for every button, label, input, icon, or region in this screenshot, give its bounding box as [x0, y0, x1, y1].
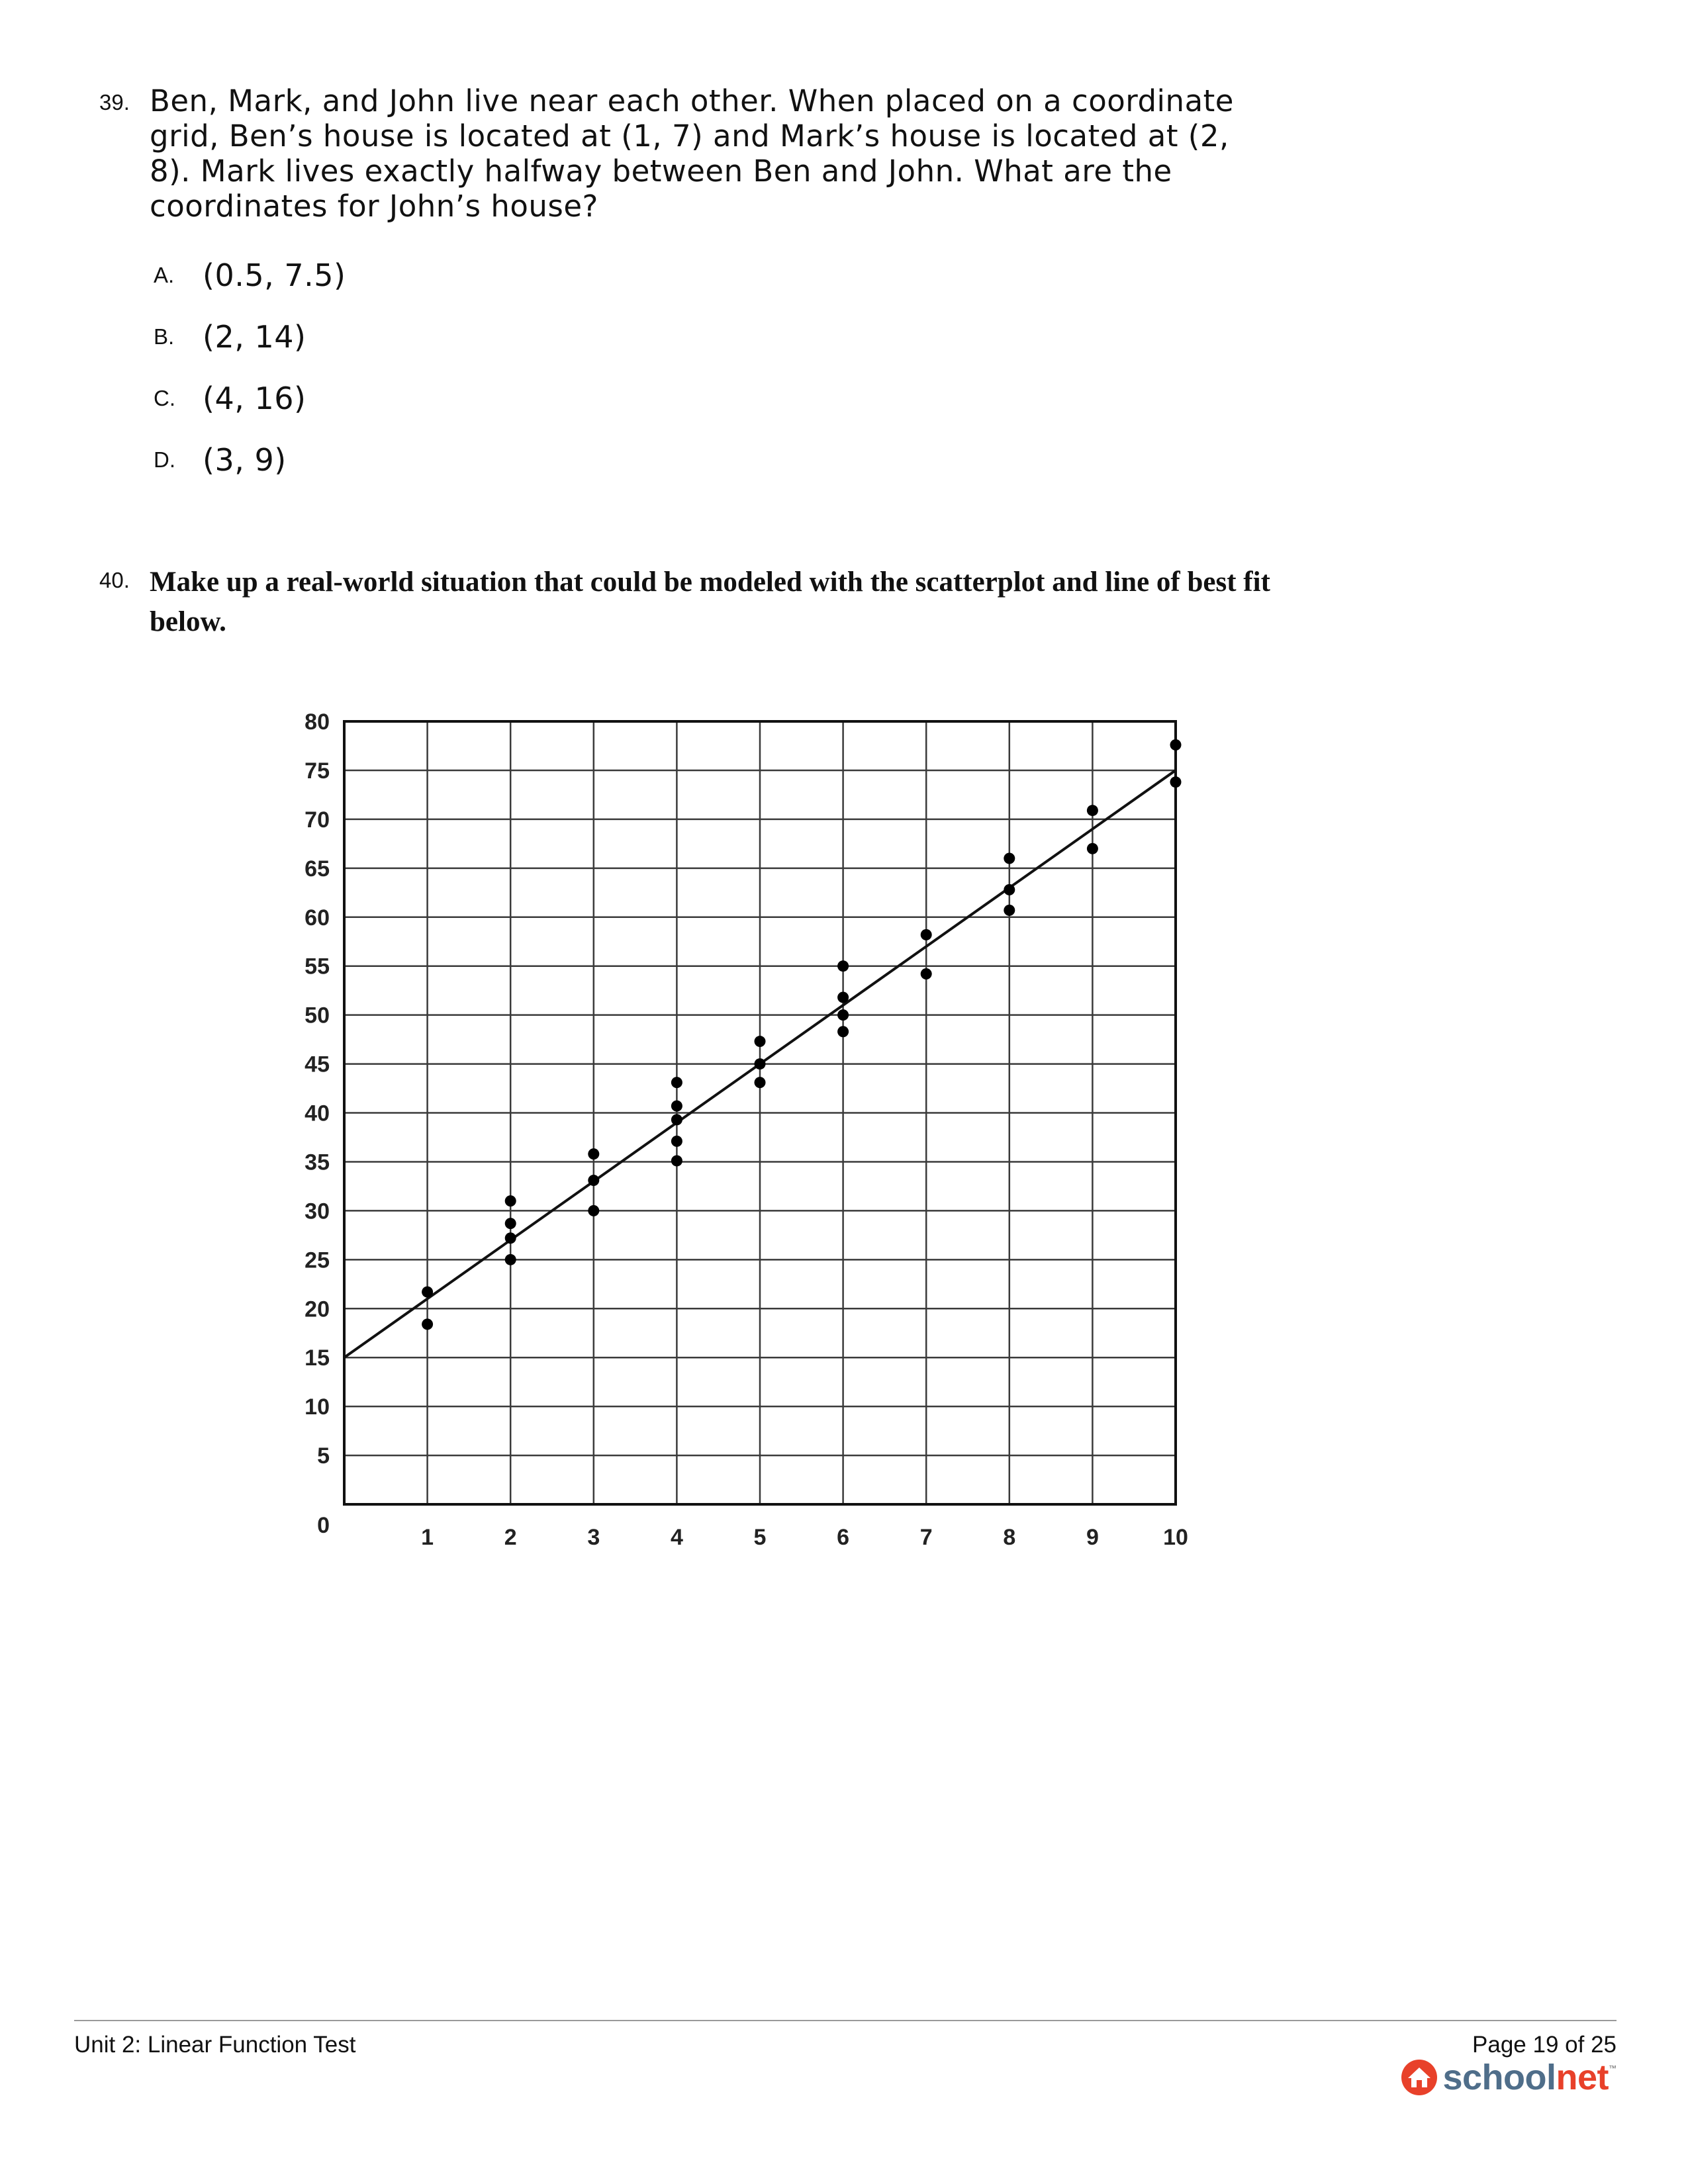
question-40-text	[150, 563, 1394, 642]
data-point	[1170, 776, 1182, 788]
data-point	[422, 1287, 433, 1298]
choice-letter: B.	[154, 324, 175, 349]
data-point	[1004, 905, 1015, 916]
data-point	[671, 1155, 682, 1166]
data-point	[671, 1136, 682, 1147]
x-tick-label: 10	[1163, 1525, 1188, 1550]
choice-text: (3, 9)	[203, 442, 287, 478]
y-tick-label: 15	[305, 1345, 330, 1371]
data-point	[837, 992, 849, 1003]
footer-divider	[74, 2020, 1617, 2021]
question-40-line: below.	[150, 606, 226, 637]
question-39-line: coordinates for John’s house?	[150, 189, 598, 224]
choice-text: (0.5, 7.5)	[203, 257, 346, 293]
question-40-line: Make up a real-world situation that could be modeled with the scatterplot and line of best fit	[150, 567, 1270, 598]
data-point	[588, 1175, 599, 1186]
scatterplot-chart	[278, 682, 1218, 1562]
question-40-number: 40.	[99, 568, 130, 592]
choice-letter: A.	[154, 263, 175, 287]
choice-text: (4, 16)	[203, 381, 306, 416]
y-tick-label: 5	[317, 1443, 330, 1469]
choice-a[interactable]	[154, 255, 346, 295]
data-point	[1004, 884, 1015, 895]
data-point	[1004, 853, 1015, 864]
data-point	[505, 1195, 516, 1206]
y-tick-label: 20	[305, 1297, 330, 1322]
x-tick-label: 2	[504, 1525, 517, 1550]
data-point	[505, 1232, 516, 1244]
choice-letter: C.	[154, 386, 175, 410]
choice-text: (2, 14)	[203, 319, 306, 355]
data-point	[837, 1026, 849, 1037]
choice-d[interactable]	[154, 440, 287, 480]
question-39-text	[150, 83, 1315, 224]
logo-school-text: school	[1442, 2058, 1556, 2097]
logo-wordmark	[1442, 2057, 1609, 2098]
y-tick-label: 45	[305, 1052, 330, 1077]
house-icon	[1400, 2058, 1438, 2097]
question-39-line: grid, Ben’s house is located at (1, 7) and Mark’s house is located at (2,	[150, 118, 1229, 154]
x-tick-label: 1	[421, 1525, 434, 1550]
y-tick-label: 25	[305, 1248, 330, 1273]
choice-b[interactable]	[154, 317, 306, 357]
y-tick-label: 10	[305, 1394, 330, 1420]
y-tick-label: 60	[305, 905, 330, 931]
x-tick-label: 7	[919, 1525, 933, 1550]
y-tick-label: 65	[305, 856, 330, 882]
data-point	[671, 1101, 682, 1112]
data-point	[837, 1009, 849, 1021]
data-point	[671, 1114, 682, 1125]
x-tick-label: 5	[753, 1525, 767, 1550]
y-tick-label: 40	[305, 1101, 330, 1126]
data-point	[422, 1318, 433, 1330]
question-39-line: 8). Mark lives exactly halfway between Ben and John. What are the	[150, 154, 1172, 189]
y-tick-label: 35	[305, 1150, 330, 1175]
data-point	[921, 929, 932, 940]
logo-trademark: ™	[1609, 2064, 1617, 2073]
data-point	[588, 1148, 599, 1160]
x-tick-label: 8	[1003, 1525, 1016, 1550]
data-point	[505, 1218, 516, 1229]
x-tick-label: 6	[837, 1525, 850, 1550]
y-tick-label: 80	[305, 709, 330, 735]
data-point	[1170, 739, 1182, 751]
data-point	[588, 1205, 599, 1216]
x-tick-label: 9	[1086, 1525, 1099, 1550]
y-tick-label: 55	[305, 954, 330, 979]
data-point	[755, 1058, 766, 1069]
data-point	[837, 960, 849, 972]
page-number: Page 19 of 25	[1472, 2032, 1617, 2058]
data-point	[755, 1036, 766, 1047]
question-39-line: Ben, Mark, and John live near each other. When placed on a coordinate	[150, 83, 1234, 118]
data-point	[921, 968, 932, 979]
data-point	[671, 1077, 682, 1088]
x-tick-label: 3	[587, 1525, 600, 1550]
y-tick-label: 70	[305, 807, 330, 833]
data-point	[755, 1077, 766, 1088]
y-tick-label: 75	[305, 758, 330, 784]
choice-letter: D.	[154, 447, 175, 472]
x-tick-label: 4	[670, 1525, 683, 1550]
logo-net-text: net	[1556, 2058, 1609, 2097]
question-39-number: 39.	[99, 90, 130, 114]
y-tick-label: 30	[305, 1199, 330, 1224]
y-tick-label: 50	[305, 1003, 330, 1028]
choice-c[interactable]	[154, 379, 306, 418]
footer-title: Unit 2: Linear Function Test	[74, 2032, 356, 2058]
data-point	[1087, 805, 1098, 816]
schoolnet-logo	[1400, 2057, 1617, 2098]
origin-label: 0	[317, 1513, 330, 1538]
data-point	[505, 1254, 516, 1265]
data-point	[1087, 843, 1098, 854]
